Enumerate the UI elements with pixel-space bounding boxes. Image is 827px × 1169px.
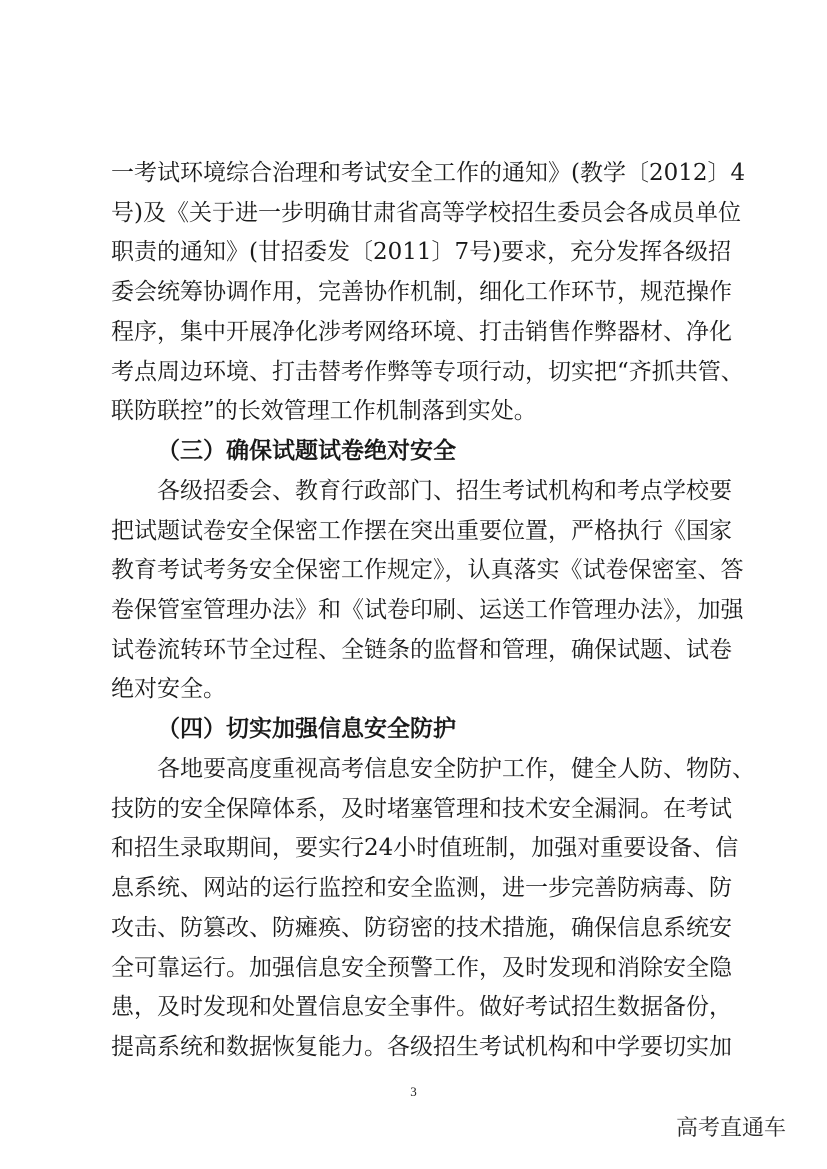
body-line: 试卷流转环节全过程、全链条的监督和管理，确保试题、试卷 [111, 637, 732, 663]
body-line: 委会统筹协调作用，完善协作机制，细化工作环节，规范操作 [111, 279, 732, 305]
body-line: 卷保管室管理办法》和《试卷印刷、运送工作管理办法》，加强 [111, 597, 744, 623]
body-line: 职责的通知》(甘招委发〔2011〕7号)要求，充分发挥各级招 [111, 239, 732, 265]
body-line: 各级招委会、教育行政部门、招生考试机构和考点学校要 [157, 478, 732, 504]
body-line: 和招生录取期间，要实行24小时值班制，加强对重要设备、信 [111, 835, 739, 861]
body-line: 全可靠运行。加强信息安全预警工作，及时发现和消除安全隐 [111, 955, 732, 981]
section-heading-3: （三）确保试题试卷绝对安全 [157, 437, 456, 464]
body-line: 技防的安全保障体系，及时堵塞管理和技术安全漏洞。在考试 [111, 796, 732, 822]
body-line: 患，及时发现和处置信息安全事件。做好考试招生数据备份， [111, 994, 732, 1020]
page-number: 3 [410, 1084, 417, 1099]
body-line: 绝对安全。 [111, 676, 226, 702]
body-line: 教育考试考务安全保密工作规定》，认真落实《试卷保密室、答 [111, 557, 744, 583]
body-line: 联防联控”的长效管理工作机制落到实处。 [111, 398, 537, 424]
body-line: 号)及《关于进一步明确甘肃省高等学校招生委员会各成员单位 [111, 200, 741, 226]
body-line: 考点周边环境、打击替考作弊等专项行动，切实把“齐抓共管、 [111, 359, 744, 385]
section-heading-4: （四）切实加强信息安全防护 [157, 715, 456, 742]
body-line: 把试题试卷安全保密工作摆在突出重要位置，严格执行《国家 [111, 518, 732, 544]
body-line: 提高系统和数据恢复能力。各级招生考试机构和中学要切实加 [111, 1034, 732, 1060]
body-line: 程序，集中开展净化涉考网络环境、打击销售作弊器材、净化 [111, 319, 732, 345]
watermark-text: 高考直通车 [676, 1116, 787, 1141]
body-line: 各地要高度重视高考信息安全防护工作，健全人防、物防、 [157, 756, 755, 782]
body-line: 息系统、网站的运行监控和安全监测，进一步完善防病毒、防 [111, 875, 732, 901]
body-line: 一考试环境综合治理和考试安全工作的通知》(教学〔2012〕4 [111, 160, 746, 186]
body-line: 攻击、防篡改、防瘫痪、防窃密的技术措施，确保信息系统安 [111, 915, 732, 941]
